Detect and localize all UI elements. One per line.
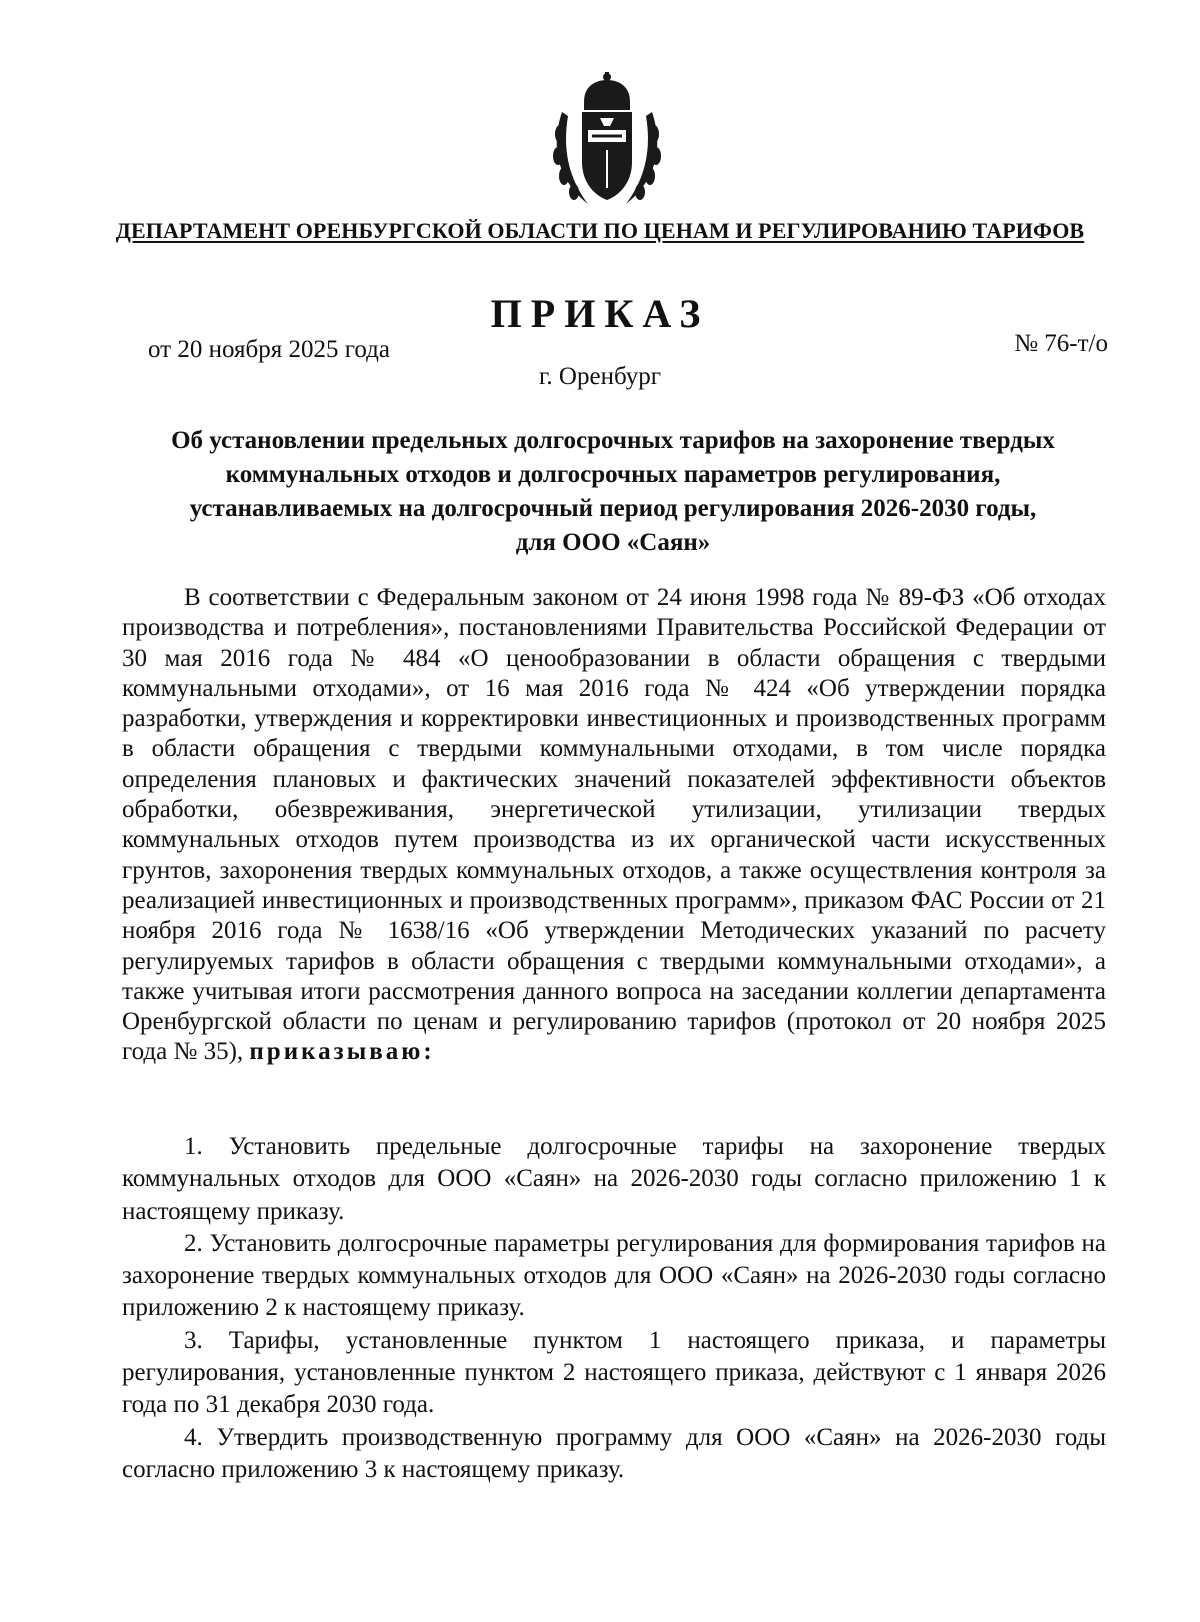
order-city: г. Оренбург: [539, 363, 661, 390]
order-item: 4. Утвердить производственную программу для ООО «Саян» на 2026-2030 годы согласно приложению 3 к настоящему приказу.: [122, 1423, 1106, 1483]
order-item: 3. Тарифы, установленные пунктом 1 настоящего приказа, и параметры регулирования, установленные пунктом 2 настоящего приказа, действуют с 1 января 2026 года по 31 декабря 2030 года.: [122, 1326, 1106, 1419]
document-type-title: ПРИКАЗ: [490, 291, 710, 336]
subject-line: для ООО «Саян»: [515, 529, 711, 556]
subject-line: устанавливаемых на долгосрочный период регулирования 2026-2030 годы,: [189, 495, 1037, 522]
order-item: 1. Установить предельные долгосрочные тарифы на захоронение твердых коммунальных отходов для ООО «Саян» на 2026-2030 годы согласно приложению 1 к настоящему приказу.: [122, 1133, 1106, 1225]
decree-word: приказываю:: [249, 1038, 435, 1066]
preamble-paragraph: [122, 583, 1106, 1068]
preamble-text-block: [122, 583, 1106, 1068]
subject-line: коммунальных отходов и долгосрочных параметров регулирования,: [225, 461, 1001, 488]
order-number: № 76-т/о: [1014, 330, 1108, 357]
order-item: 2. Установить долгосрочные параметры регулирования для формирования тарифов на захоронение твердых коммунальных отходов для ООО «Саян» на 2026-2030 годы согласно приложению 2 к настоящему приказу.: [122, 1229, 1106, 1322]
subject-line: Об установлении предельных долгосрочных тарифов на захоронение твердых: [171, 427, 1055, 454]
order-subject: [118, 424, 1108, 560]
department-name: ДЕПАРТАМЕНТ ОРЕНБУРГСКОЙ ОБЛАСТИ ПО ЦЕНАМ И РЕГУЛИРОВАНИЮ ТАРИФОВ: [115, 218, 1085, 243]
coat-of-arms-emblem-icon: [548, 72, 666, 212]
order-items-list: [122, 1131, 1106, 1486]
preamble-text: В соответствии с Федеральным законом от 24 июня 1998 года № 89-ФЗ «Об отходах производства и потребления», постановлениями Правительства Российской Федерации от 30 мая 2016 года № 484 «О ценообразовании в области обращения с твердыми коммунальными отходами», от 16 мая 2016 года № 424 «Об утверждении порядка разработки, утверждения и корректировки инвестиционных и производственных программ в области обращения с твердыми коммунальными отходами, в том числе порядка определения плановых и фактических значений показателей эффективности объектов обработки, обезвреживания, энергетической утилизации, утилизации твердых коммунальных отходов путем производства из их органической части искусственных грунтов, захоронения твердых коммунальных отходов, а также осуществления контроля за реализацией инвестиционных и производственных программ», приказом ФАС России от 21 ноября 2016 года № 1638/16 «Об утверждении Методических указаний по расчету регулируемых тарифов в области обращения с твердыми коммунальными отходами», а также учитывая итоги рассмотрения данного вопроса на заседании коллегии департамента Оренбургской области по ценам и регулированию тарифов (протокол от 20 ноября 2025 года № 35),: [122, 584, 1106, 1066]
order-date: от 20 ноября 2025 года: [148, 336, 390, 363]
